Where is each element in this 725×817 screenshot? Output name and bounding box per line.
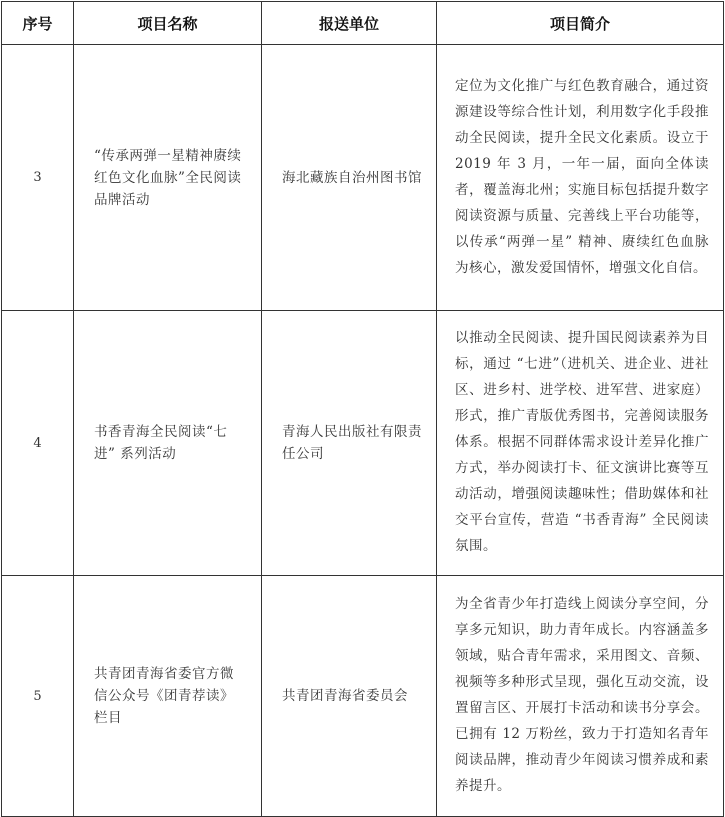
project-intro: 以推动全民阅读、提升国民阅读素养为目标，通过 “七进”（进机关、进企业、进社区、进乡村、进学校、进军营、进家庭）形式，推广青版优秀图书，完善阅读服务体系。根据不同群体需求设计差异化推广方式，举办阅读打卡、征文演讲比赛等互动活动，增强阅读趣味性；借助媒体和社交平台宣传，营造 “书香青海” 全民阅读氛围。 bbox=[437, 311, 724, 576]
header-intro: 项目简介 bbox=[437, 2, 724, 45]
project-intro: 为全省青少年打造线上阅读分享空间，分享多元知识，助力青年成长。内容涵盖多领域，贴合青年需求，采用图文、音频、视频等多种形式呈现，强化互动交流，设置留言区、开展打卡活动和读书分享会。已拥有 12 万粉丝，致力于打造知名青年阅读品牌，推动青少年阅读习惯养成和素养提升。 bbox=[437, 576, 724, 817]
submitting-unit: 青海人民出版社有限责任公司 bbox=[262, 311, 437, 576]
table-row bbox=[2, 45, 724, 311]
row-number: 5 bbox=[2, 576, 74, 817]
submitting-unit: 海北藏族自治州图书馆 bbox=[262, 45, 437, 311]
header-unit: 报送单位 bbox=[262, 2, 437, 45]
header-num: 序号 bbox=[2, 2, 74, 45]
project-intro: 定位为文化推广与红色教育融合，通过资源建设等综合性计划，利用数字化手段推动全民阅读，提升全民文化素质。设立于 2019 年 3 月，一年一届，面向全体读者，覆盖海北州；实施目标包括提升数字阅读资源与质量、完善线上平台功能等，以传承“两弹一星” 精神、赓续红色血脉为核心，激发爱国情怀，增强文化自信。 bbox=[437, 45, 724, 311]
project-table bbox=[1, 1, 724, 817]
row-number: 3 bbox=[2, 45, 74, 311]
submitting-unit: 共青团青海省委员会 bbox=[262, 576, 437, 817]
table-row bbox=[2, 576, 724, 817]
project-name: 共青团青海省委官方微信公众号《团青荐读》栏目 bbox=[74, 576, 262, 817]
row-number: 4 bbox=[2, 311, 74, 576]
table-header-row bbox=[2, 2, 724, 45]
table-row bbox=[2, 311, 724, 576]
header-name: 项目名称 bbox=[74, 2, 262, 45]
project-name: 书香青海全民阅读“七进” 系列活动 bbox=[74, 311, 262, 576]
project-name: “传承两弹一星精神赓续红色文化血脉”全民阅读品牌活动 bbox=[74, 45, 262, 311]
